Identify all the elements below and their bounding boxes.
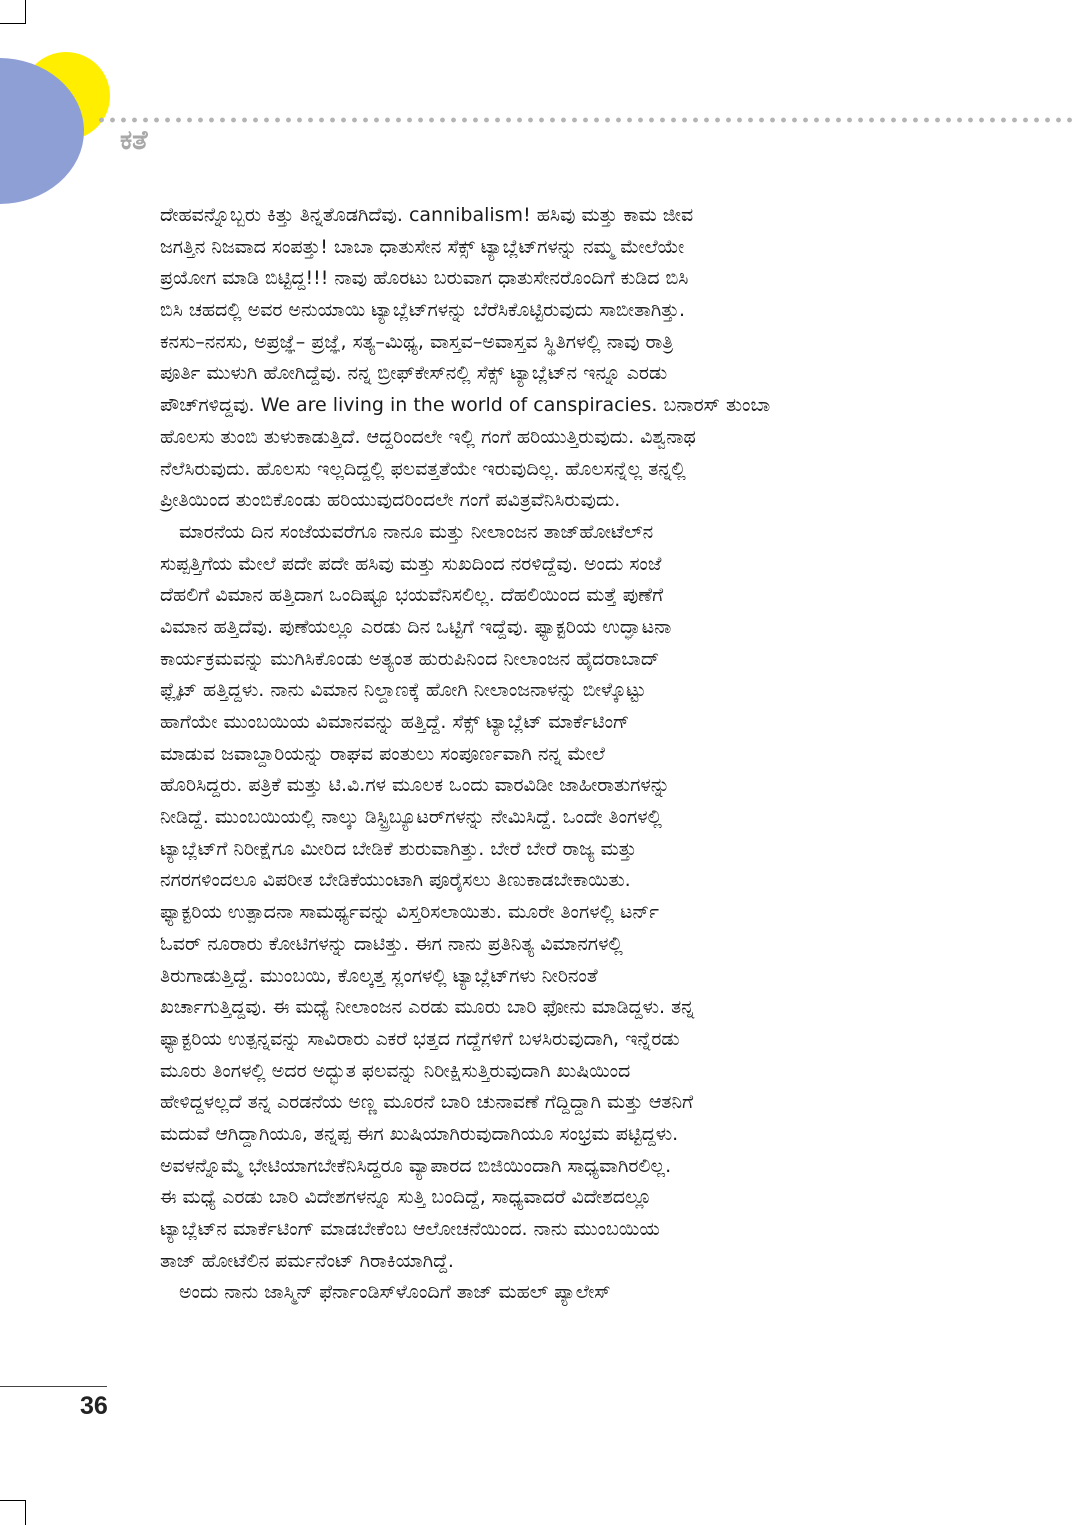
text-line: ಫ್ಯಾಕ್ಟರಿಯ ಉತ್ಪನ್ನವನ್ನು ಸಾವಿರಾರು ಎಕರೆ ಭತ್ತದ ಗದ್ದೆಗಳಿಗೆ ಬಳಸಿರುವುದಾಗಿ, ಇನ್ನೆರಡು bbox=[160, 1027, 680, 1050]
text-line: ಹೇಳಿದ್ದಳಲ್ಲದೆ ತನ್ನ ಎರಡನೆಯ ಅಣ್ಣ ಮೂರನೆ ಬಾರಿ ಚುನಾವಣೆ ಗೆದ್ದಿದ್ದಾಗಿ ಮತ್ತು ಆತನಿಗೆ bbox=[160, 1091, 694, 1114]
text-line: ಸುಪ್ಪತ್ತಿಗೆಯ ಮೇಲೆ ಪದೇ ಪದೇ ಹಸಿವು ಮತ್ತು ಸುಖದಿಂದ ನರಳಿದ್ದೆವು. ಅಂದು ಸಂಜೆ bbox=[160, 552, 662, 575]
text-line: ತಿರುಗಾಡುತ್ತಿದ್ದೆ. ಮುಂಬಯಿ, ಕೊಲ್ಕತ್ತ ಸ್ಲಂಗಳಲ್ಲಿ ಟ್ಯಾಬ್ಲೆಟ್‌ಗಳು ನೀರಿನಂತೆ bbox=[160, 964, 598, 987]
text-line: ದೇಹವನ್ನೊಬ್ಬರು ಕಿತ್ತು ತಿನ್ನತೊಡಗಿದೆವು. cannibalism! ಹಸಿವು ಮತ್ತು ಕಾಮ ಜೀವ bbox=[160, 204, 694, 226]
text-line: ಮದುವೆ ಆಗಿದ್ದಾಗಿಯೂ, ತನ್ನಪ್ಪ ಈಗ ಖುಷಿಯಾಗಿರುವುದಾಗಿಯೂ ಸಂಭ್ರಮ ಪಟ್ಟಿದ್ದಳು. bbox=[160, 1122, 679, 1145]
page-number-rule bbox=[0, 1386, 107, 1387]
text-line: ತಾಜ್ ಹೋಟೆಲಿನ ಪರ್ಮನೆಂಟ್ ಗಿರಾಕಿಯಾಗಿದ್ದೆ. bbox=[160, 1249, 454, 1272]
text-line: ಹೊಲಸು ತುಂಬಿ ತುಳುಕಾಡುತ್ತಿದೆ. ಆದ್ದರಿಂದಲೇ ಇಲ್ಲಿ ಗಂಗೆ ಹರಿಯುತ್ತಿರುವುದು. ವಿಶ್ವನಾಥ bbox=[160, 425, 696, 448]
text-line: ಮಾಡುವ ಜವಾಬ್ದಾರಿಯನ್ನು ರಾಘವ ಪಂತುಲು ಸಂಪೂರ್ಣವಾಗಿ ನನ್ನ ಮೇಲೆ bbox=[160, 742, 605, 765]
dotted-rule bbox=[96, 116, 1072, 124]
text-line: ಕನಸು–ನನಸು, ಅಪ್ರಜ್ಞೆ– ಪ್ರಜ್ಞೆ, ಸತ್ಯ–ಮಿಥ್ಯ, ವಾಸ್ತವ–ಅವಾಸ್ತವ ಸ್ಥಿತಿಗಳಲ್ಲಿ ನಾವು ರಾತ್ರಿ bbox=[160, 330, 674, 353]
text-line: ನೆಲೆಸಿರುವುದು. ಹೊಲಸು ಇಲ್ಲದಿದ್ದಲ್ಲಿ ಫಲವತ್ತತೆಯೇ ಇರುವುದಿಲ್ಲ. ಹೊಲಸನ್ನೆಲ್ಲ ತನ್ನಲ್ಲಿ bbox=[160, 457, 686, 480]
text-line: ಓವರ್ ನೂರಾರು ಕೋಟಿಗಳನ್ನು ದಾಟಿತ್ತು. ಈಗ ನಾನು ಪ್ರತಿನಿತ್ಯ ವಿಮಾನಗಳಲ್ಲಿ bbox=[160, 932, 623, 955]
text-line: ಜಗತ್ತಿನ ನಿಜವಾದ ಸಂಪತ್ತು! ಬಾಬಾ ಧಾತುಸೇನ ಸೆಕ್ಸ್ ಟ್ಯಾಬ್ಲೆಟ್‌ಗಳನ್ನು ನಮ್ಮ ಮೇಲೆಯೇ bbox=[160, 235, 685, 258]
crop-mark-top-h bbox=[0, 23, 26, 24]
crop-mark-bottom-h bbox=[0, 1500, 26, 1501]
text-line: ನಗರಗಳಿಂದಲೂ ವಿಪರೀತ ಬೇಡಿಕೆಯುಂಟಾಗಿ ಪೂರೈಸಲು ತಿಣುಕಾಡಬೇಕಾಯಿತು. bbox=[160, 869, 631, 892]
text-line: ಪ್ರಯೋಗ ಮಾಡಿ ಬಿಟ್ಟಿದ್ದ!!! ನಾವು ಹೊರಟು ಬರುವಾಗ ಧಾತುಸೇನರೊಂದಿಗೆ ಕುಡಿದ ಬಿಸಿ bbox=[160, 267, 689, 290]
text-line: ಈ ಮಧ್ಯೆ ಎರಡು ಬಾರಿ ವಿದೇಶಗಳನ್ನೂ ಸುತ್ತಿ ಬಂದಿದ್ದೆ, ಸಾಧ್ಯವಾದರೆ ವಿದೇಶದಲ್ಲೂ bbox=[160, 1186, 652, 1209]
story-text bbox=[160, 200, 920, 1309]
crop-mark-bottom bbox=[25, 1500, 26, 1525]
text-line: ಮಾರನೆಯ ದಿನ ಸಂಜೆಯವರೆಗೂ ನಾನೂ ಮತ್ತು ನೀಲಾಂಜನ ತಾಜ್‌ಹೋಟೆಲ್‌ನ bbox=[160, 520, 654, 543]
crop-mark-top bbox=[25, 0, 26, 24]
text-line: ಫ್ಲೈಟ್ ಹತ್ತಿದ್ದಳು. ನಾನು ವಿಮಾನ ನಿಲ್ದಾಣಕ್ಕೆ ಹೋಗಿ ನೀಲಾಂಜನಾಳನ್ನು ಬೀಳ್ಕೊಟ್ಟು bbox=[160, 679, 646, 702]
text-line: ಖರ್ಚಾಗುತ್ತಿದ್ದವು. ಈ ಮಧ್ಯೆ ನೀಲಾಂಜನ ಎರಡು ಮೂರು ಬಾರಿ ಫೋನು ಮಾಡಿದ್ದಳು. ತನ್ನ bbox=[160, 996, 695, 1019]
text-line: ಟ್ಯಾಬ್ಲೆಟ್‌ಗೆ ನಿರೀಕ್ಷೆಗೂ ಮೀರಿದ ಬೇಡಿಕೆ ಶುರುವಾಗಿತ್ತು. ಬೇರೆ ಬೇರೆ ರಾಜ್ಯ ಮತ್ತು bbox=[160, 837, 637, 860]
text-line: ಅಂದು ನಾನು ಜಾಸ್ಮಿನ್ ಫೆರ್ನಾಂಡಿಸ್‌ಳೊಂದಿಗೆ ತಾಜ್ ಮಹಲ್ ಪ್ಯಾಲೇಸ್ bbox=[160, 1281, 611, 1304]
section-title: ಕತೆ bbox=[120, 125, 148, 156]
text-line: ಮೂರು ತಿಂಗಳಲ್ಲಿ ಅದರ ಅದ್ಭುತ ಫಲವನ್ನು ನಿರೀಕ್ಷಿಸುತ್ತಿರುವುದಾಗಿ ಖುಷಿಯಿಂದ bbox=[160, 1059, 631, 1082]
text-line: ಕಾರ್ಯಕ್ರಮವನ್ನು ಮುಗಿಸಿಕೊಂಡು ಅತ್ಯಂತ ಹುರುಪಿನಿಂದ ನೀಲಾಂಜನ ಹೈದರಾಬಾದ್ bbox=[160, 647, 660, 670]
text-line: ನೀಡಿದ್ದೆ. ಮುಂಬಯಿಯಲ್ಲಿ ನಾಲ್ಕು ಡಿಸ್ಟ್ರಿಬ್ಯೂಟರ್‌ಗಳನ್ನು ನೇಮಿಸಿದ್ದೆ. ಒಂದೇ ತಿಂಗಳಲ್ಲಿ bbox=[160, 806, 662, 829]
text-line: ಪೌಚ್‌ಗಳಿದ್ದವು. We are living in the world of canspiracies. ಬನಾರಸ್ ತುಂಬಾ bbox=[160, 394, 771, 417]
text-line: ಪೂರ್ತಿ ಮುಳುಗಿ ಹೋಗಿದ್ದೆವು. ನನ್ನ ಬ್ರೀಫ್‌ಕೇಸ್‌ನಲ್ಲಿ ಸೆಕ್ಸ್ ಟ್ಯಾಬ್ಲೆಟ್‌ನ ಇನ್ನೂ ಎರಡು bbox=[160, 362, 668, 385]
text-line: ಪ್ರೀತಿಯಿಂದ ತುಂಬಿಕೊಂಡು ಹರಿಯುವುದರಿಂದಲೇ ಗಂಗೆ ಪವಿತ್ರವೆನಿಸಿರುವುದು. bbox=[160, 489, 621, 512]
text-line: ವಿಮಾನ ಹತ್ತಿದೆವು. ಪುಣೆಯಲ್ಲೂ ಎರಡು ದಿನ ಒಟ್ಟಿಗೆ ಇದ್ದೆವು. ಫ್ಯಾಕ್ಟರಿಯ ಉದ್ಘಾಟನಾ bbox=[160, 615, 672, 638]
page-number: 36 bbox=[80, 1392, 108, 1420]
text-line: ಹಾಗೆಯೇ ಮುಂಬಯಿಯ ವಿಮಾನವನ್ನು ಹತ್ತಿದ್ದೆ. ಸೆಕ್ಸ್ ಟ್ಯಾಬ್ಲೆಟ್ ಮಾರ್ಕೆಟಿಂಗ್ bbox=[160, 711, 630, 733]
text-line: ಬಿಸಿ ಚಹದಲ್ಲಿ ಅವರ ಅನುಯಾಯಿ ಟ್ಯಾಬ್ಲೆಟ್‌ಗಳನ್ನು ಬೆರೆಸಿಕೊಟ್ಟಿರುವುದು ಸಾಬೀತಾಗಿತ್ತು. bbox=[160, 299, 686, 322]
text-line: ಫ್ಯಾಕ್ಟರಿಯ ಉತ್ಪಾದನಾ ಸಾಮರ್ಥ್ಯವನ್ನು ವಿಸ್ತರಿಸಲಾಯಿತು. ಮೂರೇ ತಿಂಗಳಲ್ಲಿ ಟರ್ನ್ bbox=[160, 901, 659, 924]
text-line: ಟ್ಯಾಬ್ಲೆಟ್‌ನ ಮಾರ್ಕೆಟಿಂಗ್ ಮಾಡಬೇಕೆಂಬ ಆಲೋಚನೆಯಿಂದ. ನಾನು ಮುಂಬಯಿಯ bbox=[160, 1218, 660, 1240]
text-line: ದೆಹಲಿಗೆ ವಿಮಾನ ಹತ್ತಿದಾಗ ಒಂದಿಷ್ಟೂ ಭಯವೆನಿಸಲಿಲ್ಲ. ದೆಹಲಿಯಿಂದ ಮತ್ತೆ ಪುಣೆಗೆ bbox=[160, 584, 664, 607]
text-line: ಅವಳನ್ನೊಮ್ಮೆ ಭೇಟಿಯಾಗಬೇಕೆನಿಸಿದ್ದರೂ ವ್ಯಾಪಾರದ ಬಿಜಿಯಿಂದಾಗಿ ಸಾಧ್ಯವಾಗಿರಲಿಲ್ಲ. bbox=[160, 1154, 672, 1177]
text-line: ಹೊರಿಸಿದ್ದರು. ಪತ್ರಿಕೆ ಮತ್ತು ಟಿ.ವಿ.ಗಳ ಮೂಲಕ ಒಂದು ವಾರವಿಡೀ ಜಾಹೀರಾತುಗಳನ್ನು bbox=[160, 774, 670, 797]
